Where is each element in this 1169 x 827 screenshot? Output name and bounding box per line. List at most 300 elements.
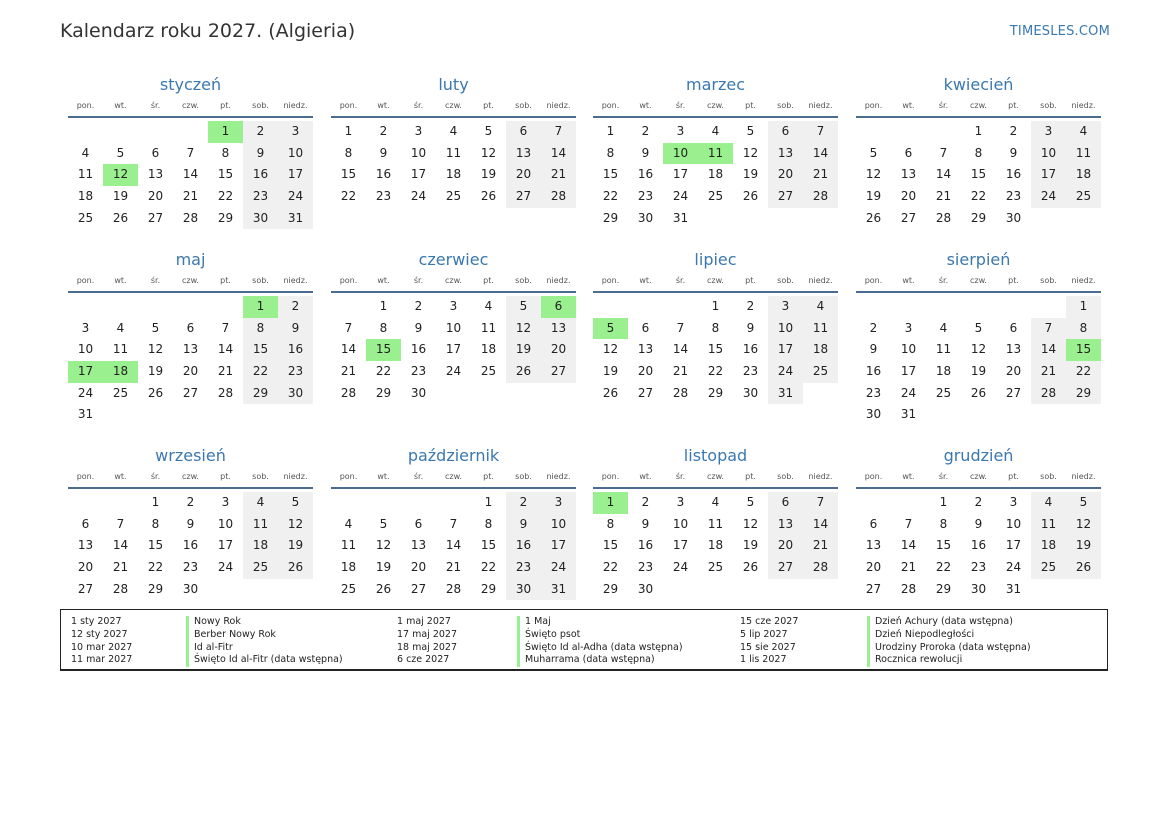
- day-cell[interactable]: 16: [410, 342, 427, 357]
- day-cell[interactable]: 23: [970, 560, 987, 575]
- day-cell[interactable]: 27: [541, 361, 576, 383]
- holiday-day-cell[interactable]: 11: [698, 143, 733, 165]
- day-cell[interactable]: 21: [803, 164, 838, 186]
- day-cell[interactable]: 30: [970, 581, 987, 596]
- day-cell[interactable]: 19: [506, 339, 541, 361]
- day-cell[interactable]: 3: [676, 124, 685, 138]
- day-cell[interactable]: 3: [221, 495, 230, 509]
- day-cell[interactable]: 16: [243, 164, 278, 186]
- day-cell[interactable]: 24: [278, 186, 313, 208]
- day-cell[interactable]: 23: [637, 560, 654, 575]
- day-cell[interactable]: 30: [243, 208, 278, 230]
- day-cell[interactable]: 18: [803, 339, 838, 361]
- day-cell[interactable]: 22: [602, 189, 619, 204]
- day-cell[interactable]: 23: [410, 364, 427, 379]
- day-cell[interactable]: 26: [506, 361, 541, 383]
- day-cell[interactable]: 27: [1005, 385, 1022, 400]
- day-cell[interactable]: 13: [865, 538, 882, 553]
- day-cell[interactable]: 4: [81, 145, 90, 160]
- day-cell[interactable]: 23: [278, 361, 313, 383]
- day-cell[interactable]: 14: [340, 342, 357, 357]
- day-cell[interactable]: 22: [243, 361, 278, 383]
- day-cell[interactable]: 23: [1005, 189, 1022, 204]
- day-cell[interactable]: 13: [77, 538, 94, 553]
- day-cell[interactable]: 21: [1031, 361, 1066, 383]
- day-cell[interactable]: 27: [182, 385, 199, 400]
- day-cell[interactable]: 22: [970, 189, 987, 204]
- day-cell[interactable]: 1: [974, 124, 983, 138]
- day-cell[interactable]: 12: [375, 538, 392, 553]
- day-cell[interactable]: 20: [637, 364, 654, 379]
- day-cell[interactable]: 27: [147, 210, 164, 225]
- day-cell[interactable]: 9: [746, 320, 755, 335]
- day-cell[interactable]: 1: [1066, 296, 1101, 318]
- day-cell[interactable]: 6: [151, 145, 160, 160]
- day-cell[interactable]: 29: [480, 581, 497, 596]
- day-cell[interactable]: 23: [243, 186, 278, 208]
- holiday-day-cell[interactable]: 12: [103, 164, 138, 186]
- day-cell[interactable]: 10: [768, 318, 803, 340]
- day-cell[interactable]: 27: [506, 186, 541, 208]
- day-cell[interactable]: 26: [375, 581, 392, 596]
- day-cell[interactable]: 21: [803, 535, 838, 557]
- day-cell[interactable]: 13: [541, 318, 576, 340]
- day-cell[interactable]: 11: [480, 320, 497, 335]
- day-cell[interactable]: 24: [672, 560, 689, 575]
- day-cell[interactable]: 29: [970, 210, 987, 225]
- day-cell[interactable]: 13: [147, 167, 164, 182]
- day-cell[interactable]: 26: [602, 385, 619, 400]
- day-cell[interactable]: 29: [217, 210, 234, 225]
- holiday-day-cell[interactable]: 17: [68, 361, 103, 383]
- day-cell[interactable]: 13: [768, 143, 803, 165]
- day-cell[interactable]: 28: [803, 557, 838, 579]
- day-cell[interactable]: 22: [1066, 361, 1101, 383]
- day-cell[interactable]: 22: [480, 560, 497, 575]
- day-cell[interactable]: 6: [81, 516, 90, 531]
- day-cell[interactable]: 8: [939, 516, 948, 531]
- day-cell[interactable]: 8: [606, 145, 615, 160]
- day-cell[interactable]: 13: [1005, 342, 1022, 357]
- day-cell[interactable]: 1: [344, 124, 353, 138]
- day-cell[interactable]: 24: [900, 385, 917, 400]
- day-cell[interactable]: 25: [707, 560, 724, 575]
- day-cell[interactable]: 3: [414, 124, 423, 138]
- day-cell[interactable]: 28: [672, 385, 689, 400]
- day-cell[interactable]: 19: [602, 364, 619, 379]
- day-cell[interactable]: 19: [278, 535, 313, 557]
- day-cell[interactable]: 5: [151, 320, 160, 335]
- day-cell[interactable]: 3: [904, 320, 913, 335]
- day-cell[interactable]: 24: [410, 189, 427, 204]
- day-cell[interactable]: 2: [243, 121, 278, 143]
- day-cell[interactable]: 20: [768, 535, 803, 557]
- day-cell[interactable]: 18: [243, 535, 278, 557]
- day-cell[interactable]: 19: [480, 167, 497, 182]
- day-cell[interactable]: 1: [151, 495, 160, 509]
- day-cell[interactable]: 4: [939, 320, 948, 335]
- day-cell[interactable]: 14: [672, 342, 689, 357]
- day-cell[interactable]: 3: [1009, 495, 1018, 509]
- day-cell[interactable]: 2: [379, 124, 388, 138]
- day-cell[interactable]: 27: [768, 557, 803, 579]
- day-cell[interactable]: 8: [243, 318, 278, 340]
- day-cell[interactable]: 16: [278, 339, 313, 361]
- day-cell[interactable]: 31: [77, 407, 94, 422]
- holiday-day-cell[interactable]: 1: [243, 296, 278, 318]
- day-cell[interactable]: 11: [340, 538, 357, 553]
- day-cell[interactable]: 30: [278, 383, 313, 405]
- day-cell[interactable]: 15: [217, 167, 234, 182]
- day-cell[interactable]: 4: [1066, 121, 1101, 143]
- day-cell[interactable]: 9: [186, 516, 195, 531]
- day-cell[interactable]: 16: [742, 342, 759, 357]
- day-cell[interactable]: 4: [449, 124, 458, 138]
- day-cell[interactable]: 1: [606, 124, 615, 138]
- day-cell[interactable]: 28: [803, 186, 838, 208]
- day-cell[interactable]: 7: [116, 516, 125, 531]
- day-cell[interactable]: 20: [410, 560, 427, 575]
- day-cell[interactable]: 31: [768, 383, 803, 405]
- day-cell[interactable]: 8: [379, 320, 388, 335]
- day-cell[interactable]: 14: [445, 538, 462, 553]
- day-cell[interactable]: 3: [278, 121, 313, 143]
- day-cell[interactable]: 4: [803, 296, 838, 318]
- day-cell[interactable]: 4: [243, 492, 278, 514]
- day-cell[interactable]: 17: [900, 364, 917, 379]
- day-cell[interactable]: 9: [243, 143, 278, 165]
- day-cell[interactable]: 9: [641, 516, 650, 531]
- day-cell[interactable]: 5: [746, 124, 755, 138]
- day-cell[interactable]: 17: [1031, 164, 1066, 186]
- day-cell[interactable]: 12: [970, 342, 987, 357]
- day-cell[interactable]: 13: [410, 538, 427, 553]
- day-cell[interactable]: 9: [869, 342, 878, 357]
- day-cell[interactable]: 6: [506, 121, 541, 143]
- day-cell[interactable]: 12: [480, 145, 497, 160]
- day-cell[interactable]: 16: [1005, 167, 1022, 182]
- day-cell[interactable]: 5: [116, 145, 125, 160]
- day-cell[interactable]: 10: [410, 145, 427, 160]
- day-cell[interactable]: 8: [606, 516, 615, 531]
- holiday-day-cell[interactable]: 6: [541, 296, 576, 318]
- day-cell[interactable]: 19: [147, 364, 164, 379]
- day-cell[interactable]: 20: [1005, 364, 1022, 379]
- day-cell[interactable]: 10: [541, 514, 576, 536]
- day-cell[interactable]: 18: [340, 560, 357, 575]
- day-cell[interactable]: 7: [186, 145, 195, 160]
- day-cell[interactable]: 5: [484, 124, 493, 138]
- day-cell[interactable]: 15: [970, 167, 987, 182]
- day-cell[interactable]: 26: [480, 189, 497, 204]
- day-cell[interactable]: 21: [217, 364, 234, 379]
- day-cell[interactable]: 21: [182, 189, 199, 204]
- day-cell[interactable]: 8: [711, 320, 720, 335]
- day-cell[interactable]: 11: [112, 342, 129, 357]
- day-cell[interactable]: 7: [803, 492, 838, 514]
- day-cell[interactable]: 27: [77, 581, 94, 596]
- day-cell[interactable]: 29: [1066, 383, 1101, 405]
- day-cell[interactable]: 21: [672, 364, 689, 379]
- day-cell[interactable]: 25: [445, 189, 462, 204]
- day-cell[interactable]: 3: [1031, 121, 1066, 143]
- day-cell[interactable]: 6: [186, 320, 195, 335]
- day-cell[interactable]: 23: [637, 189, 654, 204]
- day-cell[interactable]: 14: [112, 538, 129, 553]
- day-cell[interactable]: 19: [742, 167, 759, 182]
- day-cell[interactable]: 8: [484, 516, 493, 531]
- day-cell[interactable]: 9: [641, 145, 650, 160]
- day-cell[interactable]: 16: [182, 538, 199, 553]
- day-cell[interactable]: 12: [506, 318, 541, 340]
- day-cell[interactable]: 20: [865, 560, 882, 575]
- day-cell[interactable]: 11: [77, 167, 94, 182]
- day-cell[interactable]: 4: [711, 495, 720, 509]
- day-cell[interactable]: 28: [541, 186, 576, 208]
- day-cell[interactable]: 12: [742, 145, 759, 160]
- day-cell[interactable]: 30: [637, 581, 654, 596]
- day-cell[interactable]: 30: [865, 407, 882, 422]
- day-cell[interactable]: 7: [541, 121, 576, 143]
- day-cell[interactable]: 27: [637, 385, 654, 400]
- day-cell[interactable]: 11: [1031, 514, 1066, 536]
- day-cell[interactable]: 2: [746, 299, 755, 313]
- day-cell[interactable]: 1: [484, 495, 493, 509]
- day-cell[interactable]: 7: [904, 516, 913, 531]
- day-cell[interactable]: 8: [221, 145, 230, 160]
- day-cell[interactable]: 17: [541, 535, 576, 557]
- day-cell[interactable]: 5: [379, 516, 388, 531]
- day-cell[interactable]: 16: [865, 364, 882, 379]
- day-cell[interactable]: 18: [935, 364, 952, 379]
- day-cell[interactable]: 7: [1031, 318, 1066, 340]
- day-cell[interactable]: 10: [672, 516, 689, 531]
- day-cell[interactable]: 8: [974, 145, 983, 160]
- day-cell[interactable]: 3: [768, 296, 803, 318]
- day-cell[interactable]: 15: [707, 342, 724, 357]
- day-cell[interactable]: 3: [449, 299, 458, 313]
- day-cell[interactable]: 6: [768, 121, 803, 143]
- day-cell[interactable]: 21: [900, 560, 917, 575]
- day-cell[interactable]: 14: [803, 143, 838, 165]
- day-cell[interactable]: 21: [445, 560, 462, 575]
- day-cell[interactable]: 23: [506, 557, 541, 579]
- day-cell[interactable]: 2: [641, 495, 650, 509]
- day-cell[interactable]: 20: [506, 164, 541, 186]
- day-cell[interactable]: 5: [278, 492, 313, 514]
- day-cell[interactable]: 26: [865, 210, 882, 225]
- day-cell[interactable]: 3: [676, 495, 685, 509]
- day-cell[interactable]: 14: [217, 342, 234, 357]
- day-cell[interactable]: 7: [449, 516, 458, 531]
- day-cell[interactable]: 18: [480, 342, 497, 357]
- holiday-day-cell[interactable]: 18: [103, 361, 138, 383]
- day-cell[interactable]: 24: [768, 361, 803, 383]
- day-cell[interactable]: 5: [1066, 492, 1101, 514]
- day-cell[interactable]: 17: [410, 167, 427, 182]
- day-cell[interactable]: 17: [445, 342, 462, 357]
- day-cell[interactable]: 25: [1031, 557, 1066, 579]
- day-cell[interactable]: 6: [414, 516, 423, 531]
- day-cell[interactable]: 5: [506, 296, 541, 318]
- day-cell[interactable]: 10: [217, 516, 234, 531]
- day-cell[interactable]: 25: [112, 385, 129, 400]
- day-cell[interactable]: 2: [186, 495, 195, 509]
- day-cell[interactable]: 25: [935, 385, 952, 400]
- day-cell[interactable]: 30: [637, 210, 654, 225]
- day-cell[interactable]: 5: [974, 320, 983, 335]
- day-cell[interactable]: 15: [340, 167, 357, 182]
- day-cell[interactable]: 24: [541, 557, 576, 579]
- day-cell[interactable]: 24: [672, 189, 689, 204]
- day-cell[interactable]: 12: [602, 342, 619, 357]
- day-cell[interactable]: 12: [278, 514, 313, 536]
- day-cell[interactable]: 27: [410, 581, 427, 596]
- day-cell[interactable]: 17: [1005, 538, 1022, 553]
- day-cell[interactable]: 11: [1066, 143, 1101, 165]
- day-cell[interactable]: 20: [541, 339, 576, 361]
- day-cell[interactable]: 29: [375, 385, 392, 400]
- day-cell[interactable]: 25: [1066, 186, 1101, 208]
- day-cell[interactable]: 22: [707, 364, 724, 379]
- day-cell[interactable]: 8: [151, 516, 160, 531]
- day-cell[interactable]: 18: [1031, 535, 1066, 557]
- day-cell[interactable]: 27: [865, 581, 882, 596]
- day-cell[interactable]: 25: [803, 361, 838, 383]
- day-cell[interactable]: 18: [445, 167, 462, 182]
- day-cell[interactable]: 19: [112, 189, 129, 204]
- day-cell[interactable]: 18: [707, 538, 724, 553]
- day-cell[interactable]: 9: [506, 514, 541, 536]
- day-cell[interactable]: 4: [1031, 492, 1066, 514]
- day-cell[interactable]: 23: [375, 189, 392, 204]
- day-cell[interactable]: 3: [81, 320, 90, 335]
- day-cell[interactable]: 20: [147, 189, 164, 204]
- day-cell[interactable]: 13: [506, 143, 541, 165]
- day-cell[interactable]: 26: [1066, 557, 1101, 579]
- day-cell[interactable]: 27: [900, 210, 917, 225]
- day-cell[interactable]: 6: [768, 492, 803, 514]
- day-cell[interactable]: 21: [541, 164, 576, 186]
- day-cell[interactable]: 27: [768, 186, 803, 208]
- holiday-day-cell[interactable]: 5: [593, 318, 628, 340]
- day-cell[interactable]: 30: [742, 385, 759, 400]
- day-cell[interactable]: 12: [742, 516, 759, 531]
- holiday-day-cell[interactable]: 15: [1066, 339, 1101, 361]
- day-cell[interactable]: 20: [77, 560, 94, 575]
- day-cell[interactable]: 6: [641, 320, 650, 335]
- day-cell[interactable]: 10: [900, 342, 917, 357]
- day-cell[interactable]: 25: [243, 557, 278, 579]
- day-cell[interactable]: 25: [340, 581, 357, 596]
- day-cell[interactable]: 14: [1031, 339, 1066, 361]
- day-cell[interactable]: 25: [77, 210, 94, 225]
- day-cell[interactable]: 28: [340, 385, 357, 400]
- day-cell[interactable]: 17: [672, 538, 689, 553]
- day-cell[interactable]: 4: [116, 320, 125, 335]
- day-cell[interactable]: 13: [900, 167, 917, 182]
- day-cell[interactable]: 12: [865, 167, 882, 182]
- day-cell[interactable]: 23: [865, 385, 882, 400]
- day-cell[interactable]: 22: [602, 560, 619, 575]
- day-cell[interactable]: 24: [1005, 560, 1022, 575]
- day-cell[interactable]: 13: [768, 514, 803, 536]
- day-cell[interactable]: 2: [974, 495, 983, 509]
- day-cell[interactable]: 26: [112, 210, 129, 225]
- day-cell[interactable]: 2: [278, 296, 313, 318]
- day-cell[interactable]: 30: [410, 385, 427, 400]
- day-cell[interactable]: 10: [1005, 516, 1022, 531]
- day-cell[interactable]: 16: [970, 538, 987, 553]
- day-cell[interactable]: 17: [278, 164, 313, 186]
- day-cell[interactable]: 20: [182, 364, 199, 379]
- day-cell[interactable]: 28: [182, 210, 199, 225]
- day-cell[interactable]: 25: [480, 364, 497, 379]
- day-cell[interactable]: 24: [77, 385, 94, 400]
- day-cell[interactable]: 22: [340, 189, 357, 204]
- day-cell[interactable]: 26: [970, 385, 987, 400]
- day-cell[interactable]: 4: [344, 516, 353, 531]
- day-cell[interactable]: 15: [602, 538, 619, 553]
- day-cell[interactable]: 31: [1005, 581, 1022, 596]
- day-cell[interactable]: 12: [147, 342, 164, 357]
- day-cell[interactable]: 22: [375, 364, 392, 379]
- day-cell[interactable]: 11: [243, 514, 278, 536]
- day-cell[interactable]: 26: [147, 385, 164, 400]
- day-cell[interactable]: 31: [900, 407, 917, 422]
- day-cell[interactable]: 24: [445, 364, 462, 379]
- day-cell[interactable]: 20: [900, 189, 917, 204]
- day-cell[interactable]: 16: [375, 167, 392, 182]
- day-cell[interactable]: 11: [803, 318, 838, 340]
- day-cell[interactable]: 31: [278, 208, 313, 230]
- day-cell[interactable]: 28: [900, 581, 917, 596]
- day-cell[interactable]: 29: [707, 385, 724, 400]
- holiday-day-cell[interactable]: 1: [208, 121, 243, 143]
- day-cell[interactable]: 10: [77, 342, 94, 357]
- day-cell[interactable]: 19: [865, 189, 882, 204]
- day-cell[interactable]: 9: [379, 145, 388, 160]
- day-cell[interactable]: 13: [637, 342, 654, 357]
- day-cell[interactable]: 11: [935, 342, 952, 357]
- day-cell[interactable]: 5: [746, 495, 755, 509]
- day-cell[interactable]: 28: [112, 581, 129, 596]
- day-cell[interactable]: 21: [112, 560, 129, 575]
- day-cell[interactable]: 17: [217, 538, 234, 553]
- day-cell[interactable]: 17: [768, 339, 803, 361]
- day-cell[interactable]: 28: [935, 210, 952, 225]
- day-cell[interactable]: 15: [480, 538, 497, 553]
- day-cell[interactable]: 2: [869, 320, 878, 335]
- day-cell[interactable]: 14: [935, 167, 952, 182]
- day-cell[interactable]: 29: [602, 210, 619, 225]
- day-cell[interactable]: 28: [217, 385, 234, 400]
- day-cell[interactable]: 16: [637, 538, 654, 553]
- day-cell[interactable]: 16: [506, 535, 541, 557]
- day-cell[interactable]: 6: [869, 516, 878, 531]
- brand-link[interactable]: TIMESLES.COM: [1009, 24, 1110, 39]
- day-cell[interactable]: 26: [742, 560, 759, 575]
- day-cell[interactable]: 6: [904, 145, 913, 160]
- day-cell[interactable]: 24: [1031, 186, 1066, 208]
- day-cell[interactable]: 9: [414, 320, 423, 335]
- day-cell[interactable]: 7: [676, 320, 685, 335]
- day-cell[interactable]: 7: [221, 320, 230, 335]
- day-cell[interactable]: 18: [1066, 164, 1101, 186]
- day-cell[interactable]: 11: [707, 516, 724, 531]
- day-cell[interactable]: 28: [445, 581, 462, 596]
- day-cell[interactable]: 15: [147, 538, 164, 553]
